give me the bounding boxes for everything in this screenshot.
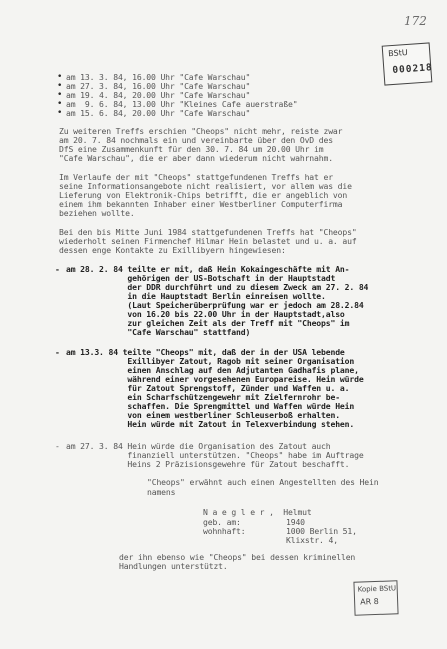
text-line: für Zatout Sprengstoff, Zünder und Waffen u. a. xyxy=(66,383,350,393)
meeting-item: am 9. 6. 84, 13.00 Uhr "Kleines Cafe auerstraße" xyxy=(66,99,298,109)
text-line: am 13.3. 84 teilte "Cheops" mit, daß der in der USA lebende xyxy=(66,347,345,357)
text-line: "Cafe Warschau", die er aber dann wiederum nicht wahrnahm. xyxy=(59,153,333,163)
meeting-item: am 13. 3. 84, 16.00 Uhr "Cafe Warschau" xyxy=(66,72,251,82)
text-line: ein Scharfschützengewehr mit Zielfernrohr be- xyxy=(66,392,340,402)
text-line: zur gleichen Zeit als der Treff mit "Cheops" im xyxy=(66,318,350,328)
stamp-reference: AR 8 xyxy=(359,596,379,607)
bullet-icon: • xyxy=(57,90,63,100)
copy-stamp xyxy=(353,580,398,616)
address-street: Klixstr. 4, xyxy=(286,535,338,545)
bullet-icon: • xyxy=(57,72,63,82)
text-line: in die Hauptstadt Berlin einreisen wollte. xyxy=(66,291,326,301)
dob-value: 1940 xyxy=(286,517,305,527)
text-line: "Cafe Warschau" stattfand) xyxy=(66,327,251,337)
text-line: gehörigen der US-Botschaft in der Hauptstadt xyxy=(66,273,336,283)
meeting-item: am 27. 3. 84, 16.00 Uhr "Cafe Warschau" xyxy=(66,81,251,91)
text-line: Bei den bis Mitte Juni 1984 stattgefundenen Treffs hat "Cheops" xyxy=(59,227,357,237)
bullet-icon: • xyxy=(57,81,63,91)
meeting-item: am 19. 4. 84, 20.00 Uhr "Cafe Warschau" xyxy=(66,90,251,100)
text-line: am 28. 2. 84 teilte er mit, daß Hein Kokaingeschäfte mit An- xyxy=(66,264,350,274)
text-line: wiederholt seinen Firmenchef Hilmar Hein belastet und u. a. auf xyxy=(59,236,357,246)
person-name: N a e g l e r , Helmut xyxy=(203,507,312,517)
stamp-label: Kopie BStU xyxy=(357,584,397,594)
text-line: Exillibyer Zatout, Ragob mit seiner Organisation xyxy=(66,356,355,366)
text-line: einen Anschlag auf den Adjutanten Gadhafis plane, xyxy=(66,365,359,375)
text-line: Handlungen unterstützt. xyxy=(119,561,228,571)
dash-marker: - xyxy=(55,441,60,451)
text-line: (Laut Speicherüberprüfung war er jedoch am 28.2.84 xyxy=(66,300,364,310)
archive-stamp xyxy=(382,42,433,85)
text-line: Heins 2 Präzisionsgewehre für Zatout beschafft. xyxy=(66,459,350,469)
text-line: am 27. 3. 84 Hein würde die Organisation des Zatout auch xyxy=(66,441,331,451)
address-label: wohnhaft: xyxy=(203,526,246,536)
text-line: einem ihm bekannten Inhaber einer Westberliner Computerfirma xyxy=(59,199,343,209)
text-line: seine Informationsangebote nicht realisiert, vor allem was die xyxy=(59,181,352,191)
stamp-number: 000218 xyxy=(392,62,434,77)
text-line: Zu weiteren Treffs erschien "Cheops" nicht mehr, reiste zwar xyxy=(59,126,343,136)
text-line: DfS eine Zusammenkunft für den 30. 7. 84 um 20.00 Uhr im xyxy=(59,144,324,154)
bullet-icon: • xyxy=(57,108,63,118)
dash-marker: - xyxy=(55,264,60,274)
address-city: 1000 Berlin 51, xyxy=(286,526,357,536)
text-line: Im Verlaufe der mit "Cheops" stattgefundenen Treffs hat er xyxy=(59,172,333,182)
text-line: der ihn ebenso wie "Cheops" bei dessen kriminellen xyxy=(119,552,356,562)
text-line: beziehen wollte. xyxy=(59,208,135,218)
text-line: von einem westberliner Schleuserboß erhalten. xyxy=(66,410,340,420)
text-line: finanziell unterstützen. "Cheops" habe im Auftrage xyxy=(66,450,364,460)
text-line: namens xyxy=(147,487,176,497)
text-line: dessen enge Kontakte zu Exillibyern hingewiesen: xyxy=(59,245,286,255)
page-number: 172 xyxy=(404,14,427,28)
text-line: der DDR durchführt und zu diesem Zweck am 27. 2. 84 xyxy=(66,282,369,292)
meeting-item: am 15. 6. 84, 20.00 Uhr "Cafe Warschau" xyxy=(66,108,251,118)
dob-label: geb. am: xyxy=(203,517,241,527)
text-line: während einer vorgesehenen Europareise. Hein würde xyxy=(66,374,364,384)
text-line: Hein würde mit Zatout in Telexverbindung stehen. xyxy=(66,419,355,429)
text-line: am 20. 7. 84 nochmals ein und vereinbarte über den OvD des xyxy=(59,135,333,145)
bullet-icon: • xyxy=(57,99,63,109)
text-line: von 16.20 bis 22.00 Uhr in der Hauptstadt,also xyxy=(66,309,345,319)
stamp-label: BStU xyxy=(387,47,408,59)
dash-marker: - xyxy=(55,347,60,357)
text-line: "Cheops" erwähnt auch einen Angestellten des Hein xyxy=(147,477,379,487)
text-line: Lieferung von Elektronik-Chips betrifft, die er angeblich von xyxy=(59,190,348,200)
text-line: schaffen. Die Sprengmittel und Waffen würde Hein xyxy=(66,401,355,411)
